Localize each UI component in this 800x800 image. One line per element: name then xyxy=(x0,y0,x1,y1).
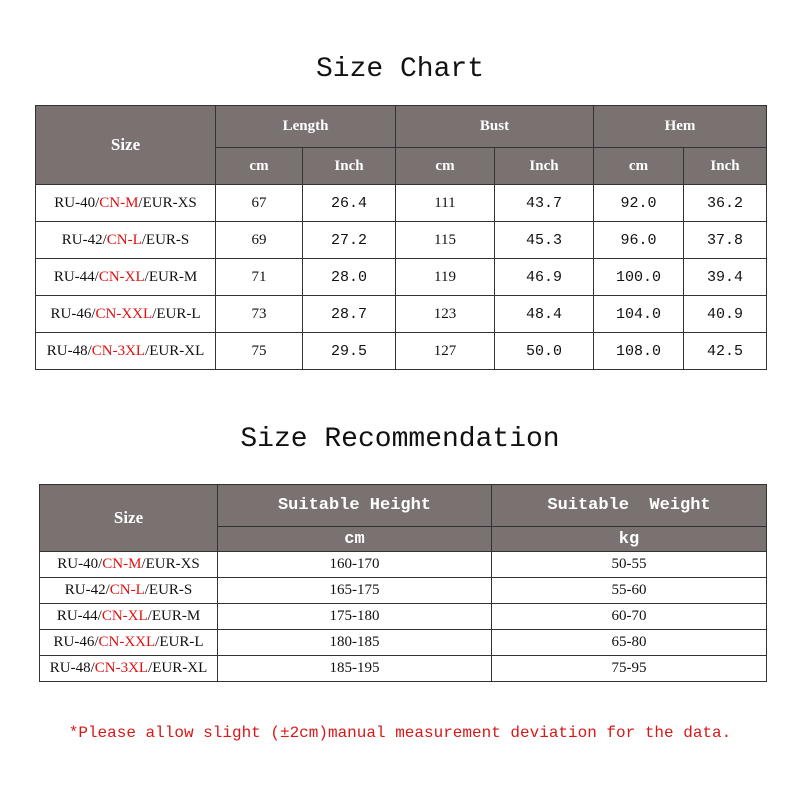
measurement-cell: 100.0 xyxy=(594,259,684,296)
measurement-cell: 69 xyxy=(216,222,303,259)
size-label-part: /EUR-L xyxy=(152,305,201,322)
unit-header: cm xyxy=(396,148,495,185)
cn-size-label: CN-XXL xyxy=(95,305,153,322)
size-cell xyxy=(40,578,218,604)
measurement-cell: 27.2 xyxy=(303,222,396,259)
weight-range-cell: 55-60 xyxy=(492,578,767,604)
height-range-cell: 180-185 xyxy=(218,630,492,656)
unit-header: Inch xyxy=(495,148,594,185)
size-label-part: /EUR-XL xyxy=(145,342,205,359)
table-row xyxy=(40,604,767,630)
unit-header: Inch xyxy=(684,148,767,185)
measurement-cell: 73 xyxy=(216,296,303,333)
measurement-cell: 123 xyxy=(396,296,495,333)
length-header: Length xyxy=(216,106,396,148)
size-label-part: RU-42/ xyxy=(61,231,107,248)
cn-size-label: CN-3XL xyxy=(91,342,146,359)
unit-header: cm xyxy=(594,148,684,185)
cn-size-label: CN-XL xyxy=(101,608,148,624)
size-label-part: RU-48/ xyxy=(46,342,92,359)
height-header: Suitable Height xyxy=(218,485,492,527)
table-row xyxy=(36,296,767,333)
size-chart-table xyxy=(35,105,767,370)
size-label-part: RU-40/ xyxy=(54,194,100,211)
unit-header: Inch xyxy=(303,148,396,185)
measurement-cell: 92.0 xyxy=(594,185,684,222)
weight-unit-header: kg xyxy=(492,527,767,552)
table-row xyxy=(36,222,767,259)
size-label-part: RU-42/ xyxy=(64,582,110,598)
table-row xyxy=(40,656,767,682)
measurement-cell: 48.4 xyxy=(495,296,594,333)
measurement-cell: 26.4 xyxy=(303,185,396,222)
size-column-header: Size xyxy=(36,106,216,185)
size-recommendation-table xyxy=(39,484,767,682)
size-label-part: /EUR-S xyxy=(144,582,193,598)
size-label-part: /EUR-XS xyxy=(138,194,197,211)
size-label-part: /EUR-M xyxy=(144,268,198,285)
measurement-cell: 119 xyxy=(396,259,495,296)
bust-header: Bust xyxy=(396,106,594,148)
cn-size-label: CN-3XL xyxy=(94,660,149,676)
size-cell xyxy=(36,185,216,222)
height-unit-header: cm xyxy=(218,527,492,552)
size-recommendation-title: Size Recommendation xyxy=(240,424,560,455)
hem-header: Hem xyxy=(594,106,767,148)
measurement-cell: 37.8 xyxy=(684,222,767,259)
weight-range-cell: 65-80 xyxy=(492,630,767,656)
height-range-cell: 175-180 xyxy=(218,604,492,630)
size-cell xyxy=(36,222,216,259)
size-label-part: /EUR-XS xyxy=(141,556,200,572)
measurement-cell: 45.3 xyxy=(495,222,594,259)
cn-size-label: CN-M xyxy=(99,194,139,211)
measurement-cell: 39.4 xyxy=(684,259,767,296)
cn-size-label: CN-M xyxy=(102,556,142,572)
size-label-part: /EUR-XL xyxy=(148,660,208,676)
measurement-cell: 42.5 xyxy=(684,333,767,370)
size-cell xyxy=(40,552,218,578)
height-range-cell: 165-175 xyxy=(218,578,492,604)
measurement-note: *Please allow slight (±2cm)manual measurement deviation for the data. xyxy=(68,724,732,742)
measurement-cell: 50.0 xyxy=(495,333,594,370)
weight-range-cell: 60-70 xyxy=(492,604,767,630)
table-row xyxy=(36,333,767,370)
size-label-part: /EUR-M xyxy=(147,608,201,624)
weight-range-cell: 50-55 xyxy=(492,552,767,578)
table-row xyxy=(40,578,767,604)
weight-range-cell: 75-95 xyxy=(492,656,767,682)
measurement-cell: 96.0 xyxy=(594,222,684,259)
cn-size-label: CN-XL xyxy=(98,268,145,285)
table-row xyxy=(36,259,767,296)
measurement-cell: 111 xyxy=(396,185,495,222)
size-chart-title: Size Chart xyxy=(315,54,485,85)
measurement-cell: 46.9 xyxy=(495,259,594,296)
size-label-part: /EUR-L xyxy=(155,634,204,650)
size-label-part: RU-40/ xyxy=(57,556,103,572)
height-range-cell: 185-195 xyxy=(218,656,492,682)
measurement-cell: 29.5 xyxy=(303,333,396,370)
measurement-cell: 127 xyxy=(396,333,495,370)
table-row xyxy=(40,630,767,656)
size-cell xyxy=(36,259,216,296)
size-cell xyxy=(40,604,218,630)
size-label-part: RU-46/ xyxy=(53,634,99,650)
unit-header: cm xyxy=(216,148,303,185)
size-label-part: RU-46/ xyxy=(50,305,96,322)
size-cell xyxy=(36,296,216,333)
size-label-part: RU-44/ xyxy=(53,268,99,285)
measurement-cell: 108.0 xyxy=(594,333,684,370)
measurement-cell: 40.9 xyxy=(684,296,767,333)
size-cell xyxy=(40,630,218,656)
cn-size-label: CN-XXL xyxy=(98,634,156,650)
height-range-cell: 160-170 xyxy=(218,552,492,578)
size-label-part: /EUR-S xyxy=(141,231,190,248)
measurement-cell: 28.0 xyxy=(303,259,396,296)
cn-size-label: CN-L xyxy=(109,582,145,598)
measurement-cell: 75 xyxy=(216,333,303,370)
size-column-header: Size xyxy=(40,485,218,552)
measurement-cell: 104.0 xyxy=(594,296,684,333)
measurement-cell: 67 xyxy=(216,185,303,222)
measurement-cell: 28.7 xyxy=(303,296,396,333)
measurement-cell: 43.7 xyxy=(495,185,594,222)
size-label-part: RU-48/ xyxy=(49,660,95,676)
size-label-part: RU-44/ xyxy=(56,608,102,624)
size-cell xyxy=(36,333,216,370)
weight-header: Suitable Weight xyxy=(492,485,767,527)
cn-size-label: CN-L xyxy=(106,231,142,248)
measurement-cell: 71 xyxy=(216,259,303,296)
size-cell xyxy=(40,656,218,682)
measurement-cell: 115 xyxy=(396,222,495,259)
table-row xyxy=(40,552,767,578)
measurement-cell: 36.2 xyxy=(684,185,767,222)
table-row xyxy=(36,185,767,222)
